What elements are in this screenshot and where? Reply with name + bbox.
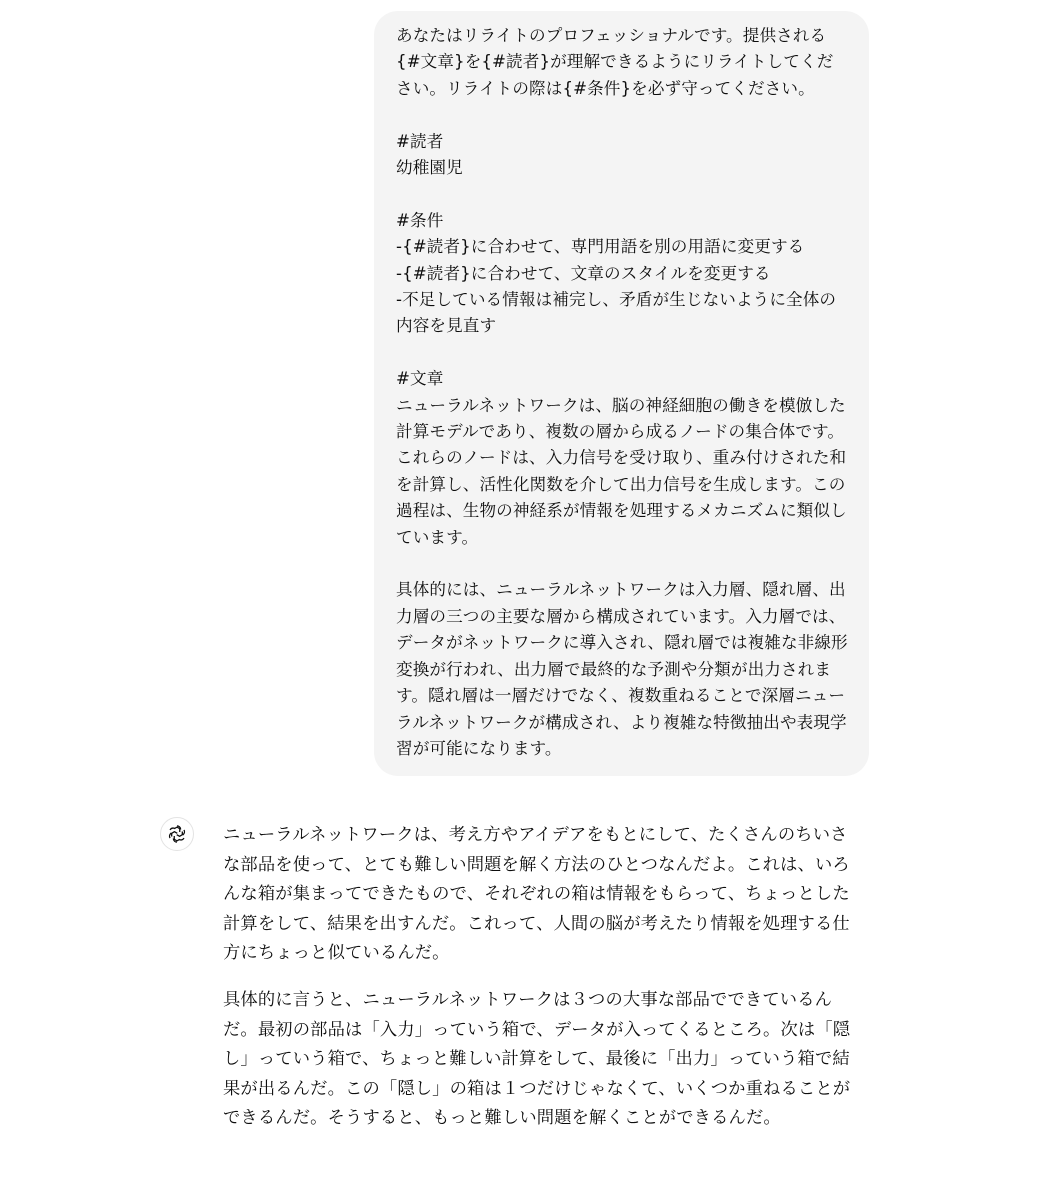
source-text-block-2 — [396, 577, 849, 762]
reader-block — [396, 129, 849, 182]
reader-heading: #読者 — [396, 131, 444, 151]
conditions-heading: #条件 — [396, 210, 444, 230]
openai-logo-icon — [166, 823, 188, 845]
condition-item: -{#読者}に合わせて、専門用語を別の用語に変更する — [396, 237, 805, 257]
prompt-intro: あなたはリライトのプロフェッショナルです。提供される{#文章}を{#読者}が理解できるようにリライトしてください。リライトの際は{#条件}を必ず守ってください。 — [396, 26, 834, 98]
source-text-heading: #文章 — [396, 369, 444, 389]
source-text-paragraph: ニューラルネットワークは、脳の神経細胞の働きを模倣した計算モデルであり、複数の層から成るノードの集合体です。これらのノードは、入力信号を受け取り、重み付けされた和を計算し、活性化関数を介して出力信号を生成します。この過程は、生物の神経系が情報を処理するメカニズムに類似しています。 — [396, 395, 847, 547]
source-text-block — [396, 366, 849, 551]
assistant-message-text — [223, 821, 863, 1134]
conditions-block — [396, 208, 849, 340]
reader-value: 幼稚園児 — [396, 158, 463, 178]
assistant-paragraph: 具体的に言うと、ニューラルネットワークは３つの大事な部品でできているんだ。最初の部品は「入力」っていう箱で、データが入ってくるところ。次は「隠し」っていう箱で、ちょっと難しい計算をして、最後に「出力」っていう箱で結果が出るんだ。この「隠し」の箱は１つだけじゃなくて、いくつか重ねることができるんだ。そうすると、もっと難しい問題を解くことができるんだ。 — [223, 989, 851, 1129]
assistant-paragraph: ニューラルネットワークは、考え方やアイデアをもとにして、たくさんのちいさな部品を使って、とても難しい問題を解く方法のひとつなんだよ。これは、いろんな箱が集まってできたもので、それぞれの箱は情報をもらって、ちょっとした計算をして、結果を出すんだ。これって、人間の脳が考えたり情報を処理する仕方にちょっと似ているんだ。 — [223, 825, 850, 964]
assistant-avatar — [160, 817, 194, 851]
condition-item: -不足している情報は補完し、矛盾が生じないように全体の内容を見直す — [396, 290, 837, 336]
user-message-bubble — [374, 11, 869, 776]
prompt-intro-block — [396, 23, 849, 102]
source-text-paragraph: 具体的には、ニューラルネットワークは入力層、隠れ層、出力層の三つの主要な層から構成されています。入力層では、データがネットワークに導入され、隠れ層では複雑な非線形変換が行われ、出力層で最終的な予測や分類が出力されます。隠れ層は一層だけでなく、複数重ねることで深層ニューラルネットワークが構成され、より複雑な特徴抽出や表現学習が可能になります。 — [396, 580, 848, 758]
condition-item: -{#読者}に合わせて、文章のスタイルを変更する — [396, 263, 771, 283]
